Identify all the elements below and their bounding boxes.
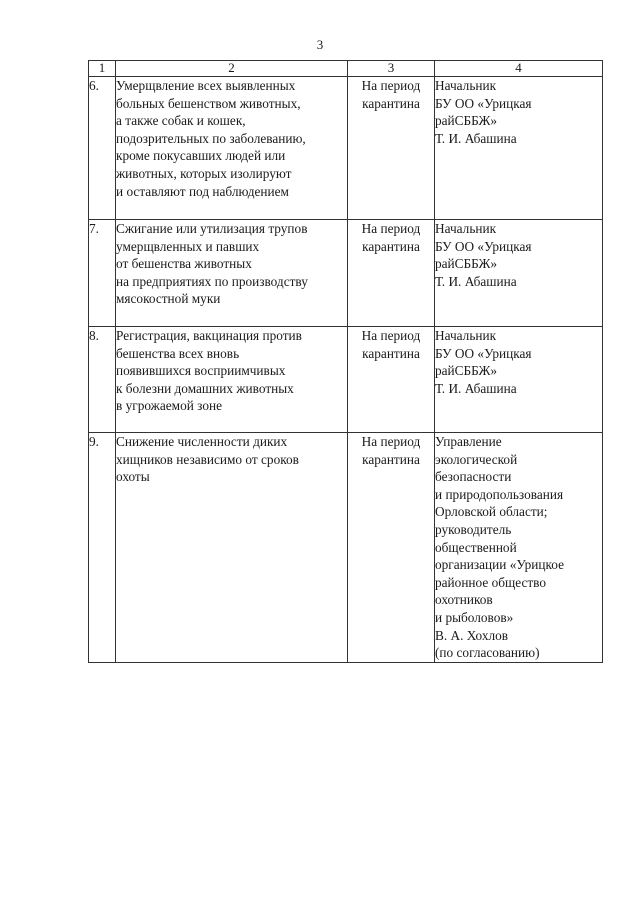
table-row: [89, 77, 603, 220]
responsible-cell: [435, 77, 603, 220]
row-number: 9.: [89, 433, 116, 663]
period-line: На период: [361, 434, 421, 449]
measure-cell: [116, 77, 348, 220]
responsible-line: В. А. Хохлов: [435, 627, 509, 643]
responsible-line: Начальник: [435, 221, 497, 236]
period-cell: [348, 77, 435, 220]
period-cell: [348, 220, 435, 327]
measure-line: мясокостной муки: [116, 291, 221, 307]
responsible-line: Начальник: [435, 328, 497, 343]
responsible-line: БУ ОО «Урицкая: [435, 238, 532, 254]
measure-line: Регистрация, вакцинация против: [116, 328, 302, 343]
responsible-line: БУ ОО «Урицкая: [435, 95, 532, 111]
measure-line: к болезни домашних животных: [116, 380, 294, 396]
responsible-cell: [435, 433, 603, 663]
header-col-3: 3: [348, 61, 435, 77]
measure-line: Умерщвление всех выявленных: [116, 78, 296, 93]
header-col-1: 1: [89, 61, 116, 77]
responsible-cell: [435, 220, 603, 327]
measure-line: охоты: [116, 469, 150, 485]
period-line: На период: [361, 328, 421, 343]
period-line: карантина: [362, 451, 420, 467]
measure-line: умерщвленных и павших: [116, 238, 260, 254]
measure-line: кроме покусавших людей или: [116, 148, 286, 164]
responsible-line: Т. И. Абашина: [435, 380, 517, 396]
responsible-line: и рыболовов»: [435, 609, 514, 625]
responsible-line: (по согласованию): [435, 645, 540, 661]
responsible-line: районное общество: [435, 574, 547, 590]
measure-line: хищников независимо от сроков: [116, 451, 299, 467]
measure-cell: [116, 327, 348, 433]
responsible-line: охотников: [435, 592, 493, 608]
row-number: 7.: [89, 220, 116, 327]
measure-line: в угрожаемой зоне: [116, 398, 223, 414]
measure-line: от бешенства животных: [116, 256, 252, 272]
responsible-line: райСББЖ»: [435, 256, 498, 272]
period-line: На период: [361, 221, 421, 236]
measure-cell: [116, 433, 348, 663]
measure-line: и оставляют под наблюдением: [116, 183, 289, 199]
responsible-line: организации «Урицкое: [435, 557, 564, 573]
period-line: На период: [361, 78, 421, 93]
measure-line: бешенства всех вновь: [116, 345, 240, 361]
responsible-line: БУ ОО «Урицкая: [435, 345, 532, 361]
row-number: 6.: [89, 77, 116, 220]
responsible-line: райСББЖ»: [435, 363, 498, 379]
period-line: карантина: [362, 238, 420, 254]
table-row: [89, 220, 603, 327]
measure-line: животных, которых изолируют: [116, 165, 292, 181]
responsible-line: Т. И. Абашина: [435, 273, 517, 289]
header-col-2: 2: [116, 61, 348, 77]
responsible-line: общественной: [435, 539, 517, 555]
header-col-4: 4: [435, 61, 603, 77]
measure-cell: [116, 220, 348, 327]
table-row: [89, 327, 603, 433]
row-number: 8.: [89, 327, 116, 433]
page-number: 3: [316, 37, 324, 52]
period-cell: [348, 327, 435, 433]
responsible-line: райСББЖ»: [435, 113, 498, 129]
measure-line: появившихся восприимчивых: [116, 363, 286, 379]
responsible-line: Т. И. Абашина: [435, 130, 517, 146]
measure-line: на предприятиях по производству: [116, 273, 308, 289]
measure-line: Сжигание или утилизация трупов: [116, 221, 308, 236]
measure-line: а также собак и кошек,: [116, 113, 246, 129]
period-line: карантина: [362, 95, 420, 111]
period-line: карантина: [362, 345, 420, 361]
responsible-line: Начальник: [435, 78, 497, 93]
responsible-line: экологической: [435, 451, 518, 467]
responsible-line: и природопользования: [435, 486, 564, 502]
measure-line: подозрительных по заболеванию,: [116, 130, 306, 146]
measure-line: больных бешенством животных,: [116, 95, 301, 111]
table-header-row: [89, 61, 603, 77]
responsible-cell: [435, 327, 603, 433]
responsible-line: Управление: [435, 434, 502, 449]
responsible-line: руководитель: [435, 521, 512, 537]
measures-table: [88, 60, 603, 663]
period-cell: [348, 433, 435, 663]
responsible-line: Орловской области;: [435, 504, 548, 520]
table-row: [89, 433, 603, 663]
responsible-line: безопасности: [435, 469, 512, 485]
measure-line: Снижение численности диких: [116, 434, 288, 449]
